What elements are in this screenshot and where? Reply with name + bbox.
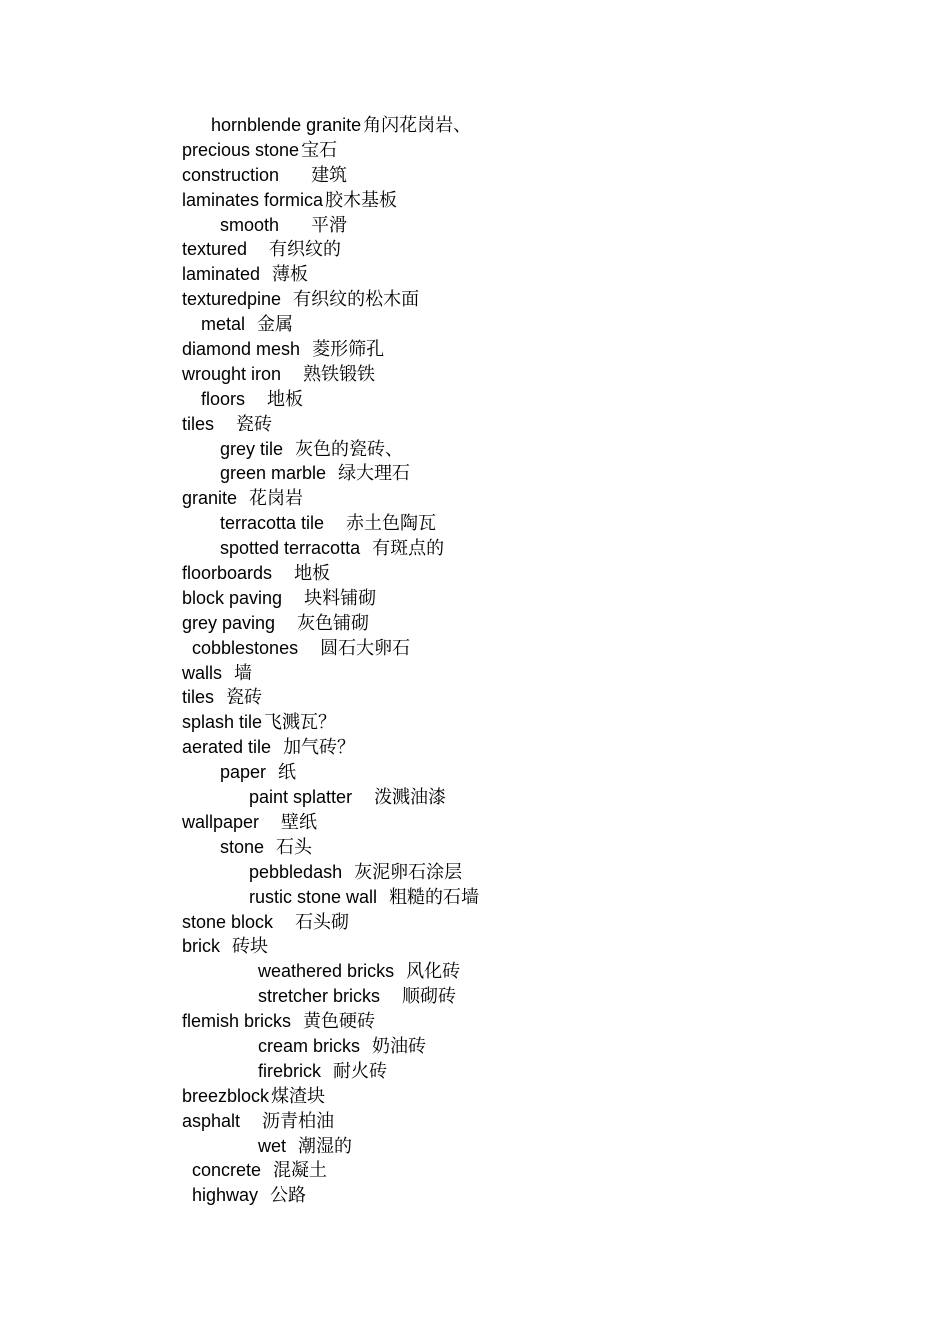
glossary-entry bbox=[182, 760, 479, 785]
english-term: breezblock bbox=[182, 1085, 270, 1106]
chinese-translation: 灰色铺砌 bbox=[297, 612, 370, 634]
chinese-translation: 飞溅瓦？ bbox=[264, 712, 337, 734]
english-term: granite bbox=[182, 488, 238, 509]
glossary-entry bbox=[182, 661, 479, 686]
chinese-translation: 加气砖？ bbox=[283, 737, 356, 759]
glossary-entry bbox=[182, 412, 479, 437]
glossary-entry bbox=[182, 312, 479, 337]
chinese-translation: 墙 bbox=[234, 662, 253, 684]
glossary-entry bbox=[182, 486, 479, 511]
chinese-translation: 胶木基板 bbox=[325, 189, 398, 211]
glossary-entry bbox=[182, 536, 479, 561]
english-term: stretcher bricks bbox=[258, 986, 381, 1007]
chinese-translation: 泼溅油漆 bbox=[374, 787, 447, 809]
chinese-translation: 混凝土 bbox=[273, 1160, 328, 1182]
english-term: flemish bricks bbox=[182, 1011, 292, 1032]
chinese-translation: 薄板 bbox=[272, 264, 309, 286]
glossary-entry bbox=[182, 213, 479, 238]
glossary-entry bbox=[182, 835, 479, 860]
glossary-entry bbox=[182, 1158, 479, 1183]
chinese-translation: 宝石 bbox=[301, 139, 338, 161]
chinese-translation: 地板 bbox=[267, 388, 304, 410]
english-term: metal bbox=[201, 314, 246, 335]
glossary-entry bbox=[182, 138, 479, 163]
english-term: cream bricks bbox=[258, 1035, 361, 1056]
chinese-translation: 菱形筛孔 bbox=[312, 339, 385, 361]
english-term: wallpaper bbox=[182, 811, 260, 832]
chinese-translation: 建筑 bbox=[311, 164, 348, 186]
english-term: brick bbox=[182, 936, 221, 957]
english-term: block paving bbox=[182, 587, 283, 608]
chinese-translation: 纸 bbox=[278, 762, 297, 784]
glossary-entry bbox=[182, 437, 479, 462]
chinese-translation: 有斑点的 bbox=[372, 538, 445, 560]
english-term: splash tile bbox=[182, 712, 263, 733]
chinese-translation: 赤土色陶瓦 bbox=[346, 513, 437, 535]
chinese-translation: 粗糙的石墙 bbox=[389, 886, 480, 908]
glossary-entry bbox=[182, 163, 479, 188]
glossary-entry bbox=[182, 1183, 479, 1208]
english-term: stone bbox=[220, 836, 265, 857]
chinese-translation: 圆石大卵石 bbox=[320, 637, 411, 659]
glossary-entry bbox=[182, 959, 479, 984]
chinese-translation: 奶油砖 bbox=[372, 1035, 427, 1057]
chinese-translation: 绿大理石 bbox=[338, 463, 411, 485]
chinese-translation: 煤渣块 bbox=[271, 1085, 326, 1107]
english-term: smooth bbox=[220, 214, 280, 235]
chinese-translation: 金属 bbox=[257, 314, 294, 336]
chinese-translation: 块料铺砌 bbox=[304, 587, 377, 609]
chinese-translation: 灰泥卵石涂层 bbox=[354, 861, 463, 883]
chinese-translation: 有织纹的松木面 bbox=[293, 289, 420, 311]
chinese-translation: 石头砌 bbox=[295, 911, 350, 933]
english-term: paper bbox=[220, 762, 267, 783]
glossary-entry bbox=[182, 685, 479, 710]
chinese-translation: 沥青柏油 bbox=[262, 1110, 335, 1132]
english-term: concrete bbox=[192, 1160, 262, 1181]
glossary-entry bbox=[182, 586, 479, 611]
glossary-entry bbox=[182, 387, 479, 412]
glossary-entry bbox=[182, 262, 479, 287]
glossary-entry bbox=[182, 1134, 479, 1159]
glossary-entry bbox=[182, 611, 479, 636]
english-term: highway bbox=[192, 1185, 259, 1206]
chinese-translation: 有织纹的 bbox=[269, 239, 342, 261]
english-term: paint splatter bbox=[249, 787, 353, 808]
glossary-entry bbox=[182, 910, 479, 935]
glossary-entry bbox=[182, 287, 479, 312]
glossary-list bbox=[182, 113, 479, 1208]
chinese-translation: 顺砌砖 bbox=[402, 986, 457, 1008]
glossary-entry bbox=[182, 461, 479, 486]
glossary-entry bbox=[182, 1034, 479, 1059]
english-term: precious stone bbox=[182, 139, 300, 160]
chinese-translation: 平滑 bbox=[311, 214, 348, 236]
english-term: hornblende granite bbox=[211, 115, 362, 135]
glossary-entry bbox=[182, 885, 479, 910]
chinese-translation: 公路 bbox=[270, 1185, 307, 1207]
chinese-translation: 砖块 bbox=[232, 936, 269, 958]
glossary-entry bbox=[182, 237, 479, 262]
chinese-translation: 潮湿的 bbox=[298, 1135, 353, 1157]
english-term: laminates formica bbox=[182, 189, 324, 210]
english-term: textured bbox=[182, 239, 248, 260]
english-term: rustic stone wall bbox=[249, 886, 378, 907]
glossary-entry bbox=[182, 337, 479, 362]
glossary-entry bbox=[182, 785, 479, 810]
english-term: construction bbox=[182, 164, 280, 185]
chinese-translation: 熟铁锻铁 bbox=[303, 363, 376, 385]
glossary-entry bbox=[182, 636, 479, 661]
english-term: weathered bricks bbox=[258, 961, 395, 982]
glossary-entry bbox=[182, 1059, 479, 1084]
chinese-translation: 风化砖 bbox=[406, 961, 461, 983]
english-term: tiles bbox=[182, 687, 215, 708]
glossary-entry bbox=[182, 810, 479, 835]
glossary-entry bbox=[182, 735, 479, 760]
english-term: stone block bbox=[182, 911, 274, 932]
chinese-translation: 瓷砖 bbox=[226, 687, 263, 709]
chinese-translation: 石头 bbox=[276, 836, 313, 858]
english-term: laminated bbox=[182, 264, 261, 285]
english-term: cobblestones bbox=[192, 637, 299, 658]
glossary-entry bbox=[182, 188, 479, 213]
english-term: walls bbox=[182, 662, 223, 683]
english-term: texturedpine bbox=[182, 289, 282, 310]
chinese-translation: 花岗岩 bbox=[249, 488, 304, 510]
english-term: wrought iron bbox=[182, 363, 282, 384]
english-term: asphalt bbox=[182, 1110, 241, 1131]
english-term: grey paving bbox=[182, 612, 276, 633]
glossary-entry bbox=[182, 984, 479, 1009]
english-term: diamond mesh bbox=[182, 339, 301, 360]
english-term: firebrick bbox=[258, 1060, 322, 1081]
chinese-translation: 壁纸 bbox=[281, 811, 318, 833]
english-term: spotted terracotta bbox=[220, 538, 361, 559]
english-term: aerated tile bbox=[182, 737, 272, 758]
english-term: floors bbox=[201, 388, 246, 409]
chinese-translation: 地板 bbox=[294, 563, 331, 585]
glossary-entry bbox=[182, 511, 479, 536]
glossary-entry bbox=[182, 710, 479, 735]
chinese-translation: 瓷砖 bbox=[236, 413, 273, 435]
glossary-entry bbox=[182, 860, 479, 885]
english-term: pebbledash bbox=[249, 861, 343, 882]
english-term: tiles bbox=[182, 413, 215, 434]
english-term: green marble bbox=[220, 463, 327, 484]
glossary-entry bbox=[182, 362, 479, 387]
english-term: grey tile bbox=[220, 438, 284, 459]
glossary-entry bbox=[182, 1109, 479, 1134]
chinese-translation: 角闪花岗岩、 bbox=[363, 115, 472, 136]
english-term: wet bbox=[258, 1135, 287, 1156]
english-term: floorboards bbox=[182, 563, 273, 584]
glossary-entry bbox=[182, 561, 479, 586]
glossary-entry bbox=[182, 1084, 479, 1109]
glossary-entry bbox=[182, 113, 479, 138]
chinese-translation: 耐火砖 bbox=[333, 1060, 388, 1082]
english-term: terracotta tile bbox=[220, 513, 325, 534]
chinese-translation: 黄色硬砖 bbox=[303, 1011, 376, 1033]
chinese-translation: 灰色的瓷砖、 bbox=[295, 438, 404, 460]
glossary-entry bbox=[182, 1009, 479, 1034]
glossary-entry bbox=[182, 934, 479, 959]
